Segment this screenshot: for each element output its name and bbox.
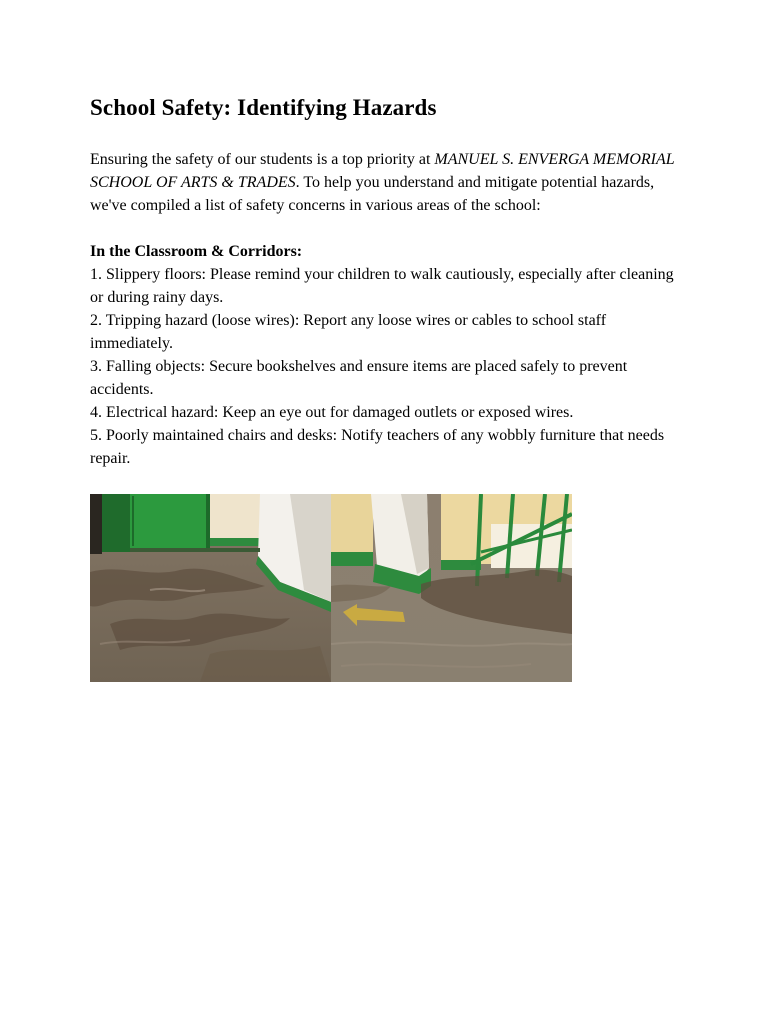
- hazard-photos: [90, 494, 572, 682]
- document-page: [90, 93, 680, 470]
- intro-text-after: . To help you understand and mitigate potential hazards, we've compiled a list of safety concerns in various areas of the school:: [90, 174, 655, 214]
- intro-paragraph: [90, 148, 680, 217]
- list-item: 2. Tripping hazard (loose wires): Report any loose wires or cables to school staff immediately.: [90, 312, 607, 352]
- section-heading: In the Classroom & Corridors:: [90, 243, 303, 260]
- list-item: 3. Falling objects: Secure bookshelves and ensure items are placed safely to prevent accidents.: [90, 358, 628, 398]
- intro-text-before: Ensuring the safety of our students is a top priority at: [90, 151, 435, 168]
- school-name: MANUEL S. ENVERGA MEMORIAL SCHOOL OF ARTS & TRADES: [90, 151, 675, 191]
- page-title: School Safety: Identifying Hazards: [90, 95, 437, 120]
- list-item: 4. Electrical hazard: Keep an eye out for damaged outlets or exposed wires.: [90, 404, 574, 421]
- wet-corridor-photo: [90, 494, 331, 682]
- list-item: 5. Poorly maintained chairs and desks: Notify teachers of any wobbly furniture that needs repair.: [90, 427, 665, 467]
- list-item: 1. Slippery floors: Please remind your children to walk cautiously, especially after cleaning or during rainy days.: [90, 266, 674, 306]
- hazard-section: [90, 240, 680, 470]
- wet-stair-landing-photo: [331, 494, 572, 682]
- hazard-list: [90, 263, 680, 470]
